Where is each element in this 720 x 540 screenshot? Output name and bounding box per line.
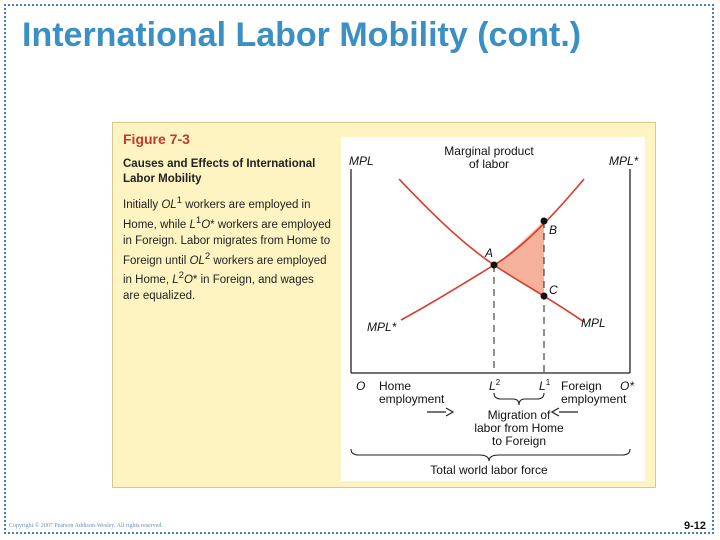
right-axis-label: MPL* [609, 154, 639, 168]
point-a-dot [491, 262, 498, 269]
page-number: 9-12 [684, 520, 707, 532]
migration-brace [494, 393, 544, 405]
point-c-label: C [549, 283, 558, 297]
slide-title: International Labor Mobility (cont.) [22, 16, 582, 54]
figure-heading: Causes and Effects of International Labor Mobility [123, 158, 316, 185]
total-labor-label: Total world labor force [430, 463, 548, 477]
home-to-right-arrow [427, 408, 453, 416]
migration-line3: to Foreign [491, 434, 547, 448]
figure-caption [123, 131, 331, 304]
l1-label: $L^1$ [539, 378, 551, 393]
l2-label: $L^2$ [489, 378, 501, 393]
mpl-star-curve-label: MPL* [367, 320, 397, 334]
point-a-label: A [485, 246, 494, 260]
efficiency-gain-area [494, 221, 544, 296]
mpl-curve-label: MPL [581, 316, 606, 330]
top-label-line1: Marginal product [444, 144, 534, 158]
total-labor-brace [351, 449, 630, 461]
home-employment-line1: Home [379, 379, 412, 393]
migration-line2: labor from Home [474, 421, 564, 435]
copyright-footer: Copyright © 2007 Pearson Addison-Wesley. All rights reserved. [9, 523, 163, 529]
figure-panel [112, 122, 656, 488]
figure-body: Initially $OL^1$ workers are employed in Home, while $L^1O*$ workers are employed in Foreign. Labor migrates from Home to Foreign until $OL^2$ workers are employed in Home, $L^2O*$ in Foreign, and wages are equalized. [123, 195, 331, 303]
top-label-line2: of labor [468, 157, 510, 171]
point-c-dot [541, 293, 548, 300]
diagram-svg [341, 137, 645, 481]
foreign-employment-line2: employment [561, 392, 627, 406]
figure-label: Figure 7-3 [123, 131, 190, 147]
home-employment-line2: employment [379, 392, 445, 406]
foreign-to-left-arrow [552, 408, 578, 416]
point-b-dot [541, 218, 548, 225]
origin-foreign-label: O* [620, 379, 635, 393]
point-b-label: B [549, 223, 558, 237]
origin-home-label: O [356, 379, 366, 393]
foreign-employment-line1: Foreign [561, 379, 602, 393]
left-axis-label: MPL [349, 154, 374, 168]
labor-mobility-diagram [341, 137, 645, 481]
migration-line1: Migration of [487, 408, 551, 422]
